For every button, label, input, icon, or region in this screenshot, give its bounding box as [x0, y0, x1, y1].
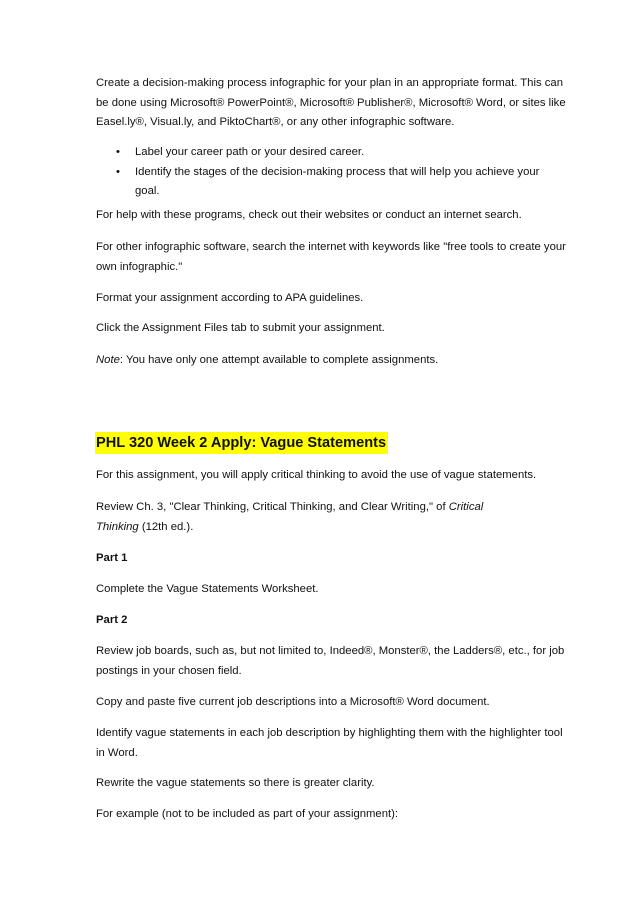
edition-text: (12th ed.).: [138, 520, 194, 533]
copy-paste-paragraph: Copy and paste five current job descriptions into a Microsoft® Word document.: [96, 696, 490, 708]
note-paragraph: [96, 351, 566, 371]
bullet-list: [96, 143, 566, 202]
note-label: Note: [96, 354, 120, 366]
book-title: Critical Thinking: [96, 501, 484, 533]
example-paragraph: For example (not to be included as part of your assignment):: [96, 808, 399, 820]
other-software-paragraph: For other infographic software, search the internet with keywords like "free tools to create your own infographic.": [96, 241, 566, 273]
part1-paragraph: Complete the Vague Statements Worksheet.: [96, 583, 319, 595]
help-paragraph: For help with these programs, check out their websites or conduct an internet search.: [96, 209, 522, 221]
submit-paragraph: Click the Assignment Files tab to submit your assignment.: [96, 322, 385, 334]
part2-label: Part 2: [96, 614, 128, 626]
assignment-intro-paragraph: Create a decision-making process infographic for your plan in an appropriate format. This can be done using Microsoft® PowerPoint®, Microsoft® Publisher®, Microsoft® Word, or sites like Easel.ly®, Visual.ly, and PiktoChart®, or any other infographic software.: [96, 77, 566, 128]
bullet-icon: •: [116, 165, 120, 178]
format-paragraph: Format your assignment according to APA guidelines.: [96, 292, 364, 304]
bullet-text: Label your career path or your desired career.: [135, 146, 365, 158]
job-boards-paragraph: Review job boards, such as, but not limited to, Indeed®, Monster®, the Ladders®, etc., for job postings in your chosen field.: [96, 645, 565, 677]
review-text: Review Ch. 3, "Clear Thinking, Critical Thinking, and Clear Writing," of: [96, 501, 449, 513]
bullet-text: Identify the stages of the decision-making process that will help you achieve your goal.: [135, 165, 540, 197]
list-item: [96, 163, 566, 202]
bullet-icon: •: [116, 146, 120, 158]
identify-paragraph: Identify vague statements in each job description by highlighting them with the highlighter tool in Word.: [96, 727, 563, 759]
list-item: [96, 143, 566, 163]
review-paragraph: [96, 498, 496, 537]
rewrite-paragraph: Rewrite the vague statements so there is greater clarity.: [96, 777, 375, 789]
part1-label: Part 1: [96, 552, 128, 564]
apply-intro-paragraph: For this assignment, you will apply critical thinking to avoid the use of vague statements.: [96, 469, 537, 481]
note-text: : You have only one attempt available to complete assignments.: [119, 354, 439, 366]
section-heading: PHL 320 Week 2 Apply: Vague Statements: [95, 432, 388, 454]
